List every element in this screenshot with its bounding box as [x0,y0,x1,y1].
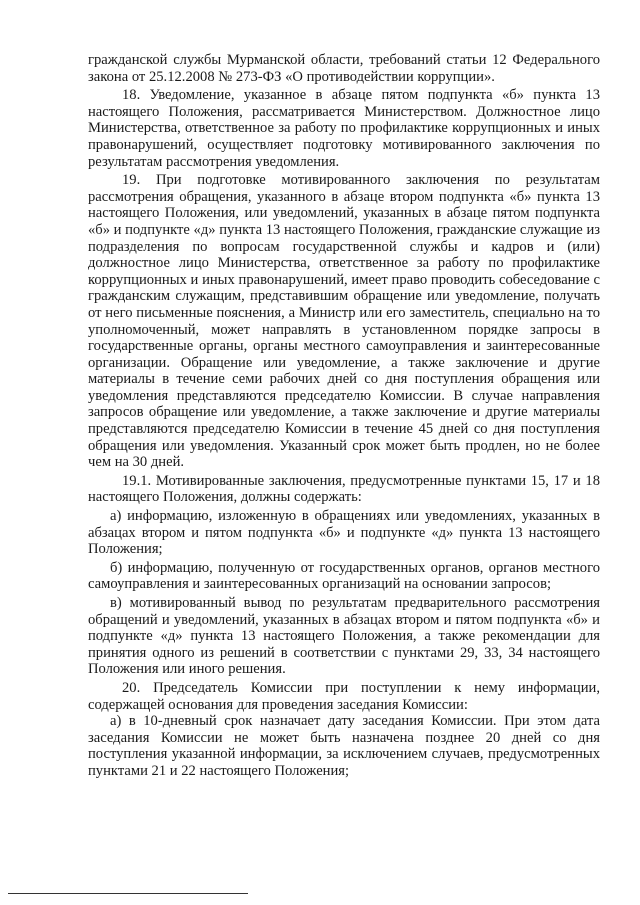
paragraph-20: 20. Председатель Комиссии при поступлении к нему информации, содержащей основания для проведения заседания Комиссии: [88,679,600,713]
paragraph-19-1: 19.1. Мотивированные заключения, предусмотренные пунктами 15, 17 и 18 настоящего Положения, должны содержать: [88,472,600,506]
paragraph-19-1-b: б) информацию, полученную от государственных органов, органов местного самоуправления и заинтересованных организаций на основании запросов; [88,559,600,593]
paragraph-20-a: а) в 10-дневный срок назначает дату заседания Комиссии. При этом дата заседания Комиссии не может быть назначена позднее 20 дней со дня поступления указанной информации, за исключением случаев, предусмотренных пунктами 21 и 22 настоящего Положения; [88,713,600,779]
paragraph-18: 18. Уведомление, указанное в абзаце пятом подпункта «б» пункта 13 настоящего Положения, рассматривается Министерством. Должностное лицо Министерства, ответственное за работу по профилактике коррупционных и иных правонарушений, осуществляет подготовку мотивированного заключения по результатам рассмотрения уведомления. [88,87,600,170]
paragraph-19-1-v: в) мотивированный вывод по результатам предварительного рассмотрения обращений и уведомлений, указанных в абзацах втором и пятом подпункта «б» и подпункте «д» пункта 13 настоящего Положения, а также рекомендации для принятия одного из решений в соответствии с пунктами 29, 33, 34 настоящего Положения или иного решения. [88,595,600,678]
paragraph-19-1-a: а) информацию, изложенную в обращениях или уведомлениях, указанных в абзацах втором и пятом подпункта «б» и подпункте «д» пункта 13 настоящего Положения; [88,508,600,558]
paragraph-19: 19. При подготовке мотивированного заключения по результатам рассмотрения обращения, указанного в абзаце втором подпункта «б» пункта 13 настоящего Положения, или уведомлений, указанных в абзаце пятом подпункта «б» и подпункте «д» пункта 13 настоящего Положения, гражданские служащие из подразделения по вопросам государственной службы и кадров и (или) должностное лицо Министерства, ответственное за работу по профилактике коррупционных и иных правонарушений, имеет право проводить собеседование с гражданским служащим, представившим обращение или уведомление, получать от него письменные пояснения, а Министр или его заместитель, специально на то уполномоченный, может направлять в установленном порядке запросы в государственные органы, органы местного самоуправления и заинтересованные организации. Обращение или уведомление, а также заключение и другие материалы в течение семи рабочих дней со дня поступления обращения или уведомления представляются председателю Комиссии. В случае направления запросов обращение или уведомление, а также заключение и другие материалы представляются председателю Комиссии в течение 45 дней со дня поступления обращения или уведомления. Указанный срок может быть продлен, но не более чем на 30 дней. [88,172,601,471]
paragraph-continuation: гражданской службы Мурманской области, требований статьи 12 Федерального закона от 25.12.2008 № 273-ФЗ «О противодействии коррупции». [88,52,600,85]
footer-divider [8,893,248,894]
document-body [88,52,600,780]
